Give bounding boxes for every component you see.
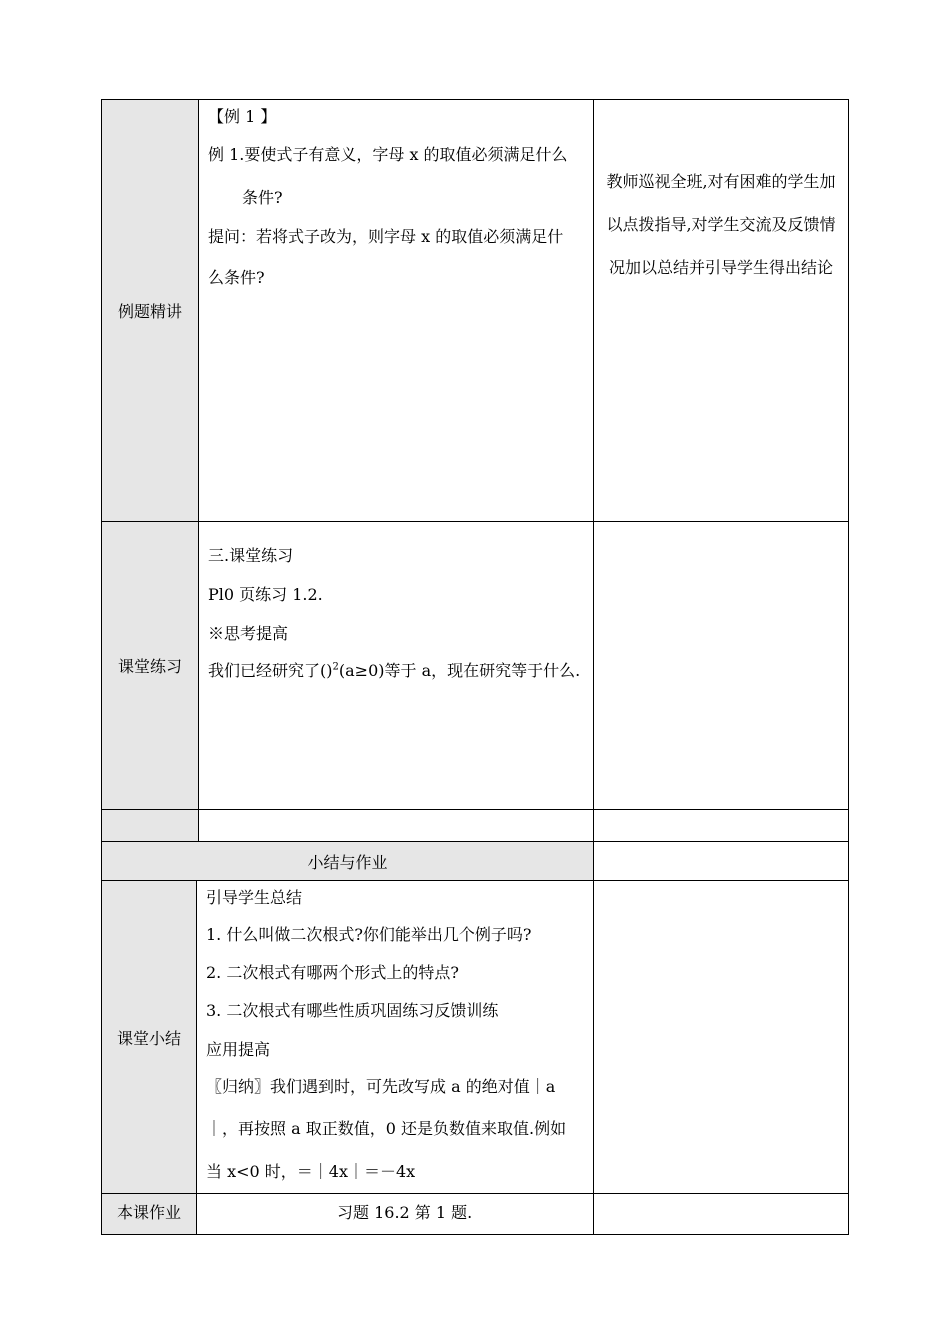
summary-apply: 应用提高: [206, 1040, 271, 1059]
teacher-note: 教师巡视全班,对有困难的学生加以点拨指导,对学生交流及反馈情况加以总结并引导学生得出结论: [606, 172, 836, 277]
homework-content-cell: [196, 1193, 594, 1235]
blank-note-cell: [593, 809, 849, 842]
blank-content-cell: [198, 809, 594, 842]
example-label: 例题精讲: [117, 302, 182, 321]
summary-header: 小结与作业: [307, 852, 388, 872]
summary-induction-2: ｜，再按照 a 取正数值，0 还是负数值来取值.例如: [206, 1119, 567, 1138]
summary-label: 课堂小结: [116, 1028, 181, 1048]
summary-header-note-cell: [593, 841, 849, 881]
teacher-note-cell: [593, 99, 849, 522]
summary-note-cell: [593, 880, 849, 1194]
practice-label: 课堂练习: [117, 657, 182, 676]
homework-label-cell: [101, 1193, 197, 1235]
summary-intro: 引导学生总结: [206, 888, 303, 907]
summary-induction-3: 当 x<0 时，＝｜4x｜＝－4x: [206, 1162, 416, 1181]
summary-induction-1: 〖归纳〗我们遇到时，可先改写成 a 的绝对值｜a: [206, 1077, 556, 1096]
example-question-cont: 条件?: [242, 188, 283, 207]
blank-label-cell: [101, 809, 199, 842]
summary-q3: 3. 二次根式有哪些性质巩固练习反馈训练: [206, 1001, 499, 1020]
practice-question: [208, 658, 580, 681]
homework-note-cell: [593, 1193, 849, 1235]
practice-think: ※思考提高: [208, 624, 289, 643]
practice-note-cell: [593, 521, 849, 810]
practice-question-a: 我们已经研究了(): [208, 661, 333, 680]
example-heading: 【例 1 】: [208, 107, 277, 126]
practice-content-cell: [198, 521, 594, 810]
example-followup: 提问：若将式子改为，则字母 x 的取值必须满足什: [208, 227, 564, 246]
practice-heading: 三.课堂练习: [208, 546, 294, 565]
practice-question-sup: 2: [332, 661, 339, 673]
summary-header-cell: [101, 841, 594, 881]
example-question: 例 1.要使式子有意义，字母 x 的取值必须满足什么: [208, 145, 568, 164]
summary-content-cell: [196, 880, 594, 1194]
summary-q2: 2. 二次根式有哪两个形式上的特点?: [206, 963, 459, 982]
summary-q1: 1. 什么叫做二次根式?你们能举出几个例子吗?: [206, 925, 532, 944]
example-followup-cont: 么条件?: [208, 268, 265, 287]
homework-text: 习题 16.2 第 1 题.: [337, 1203, 473, 1222]
practice-exercise: Pl0 页练习 1.2.: [208, 585, 323, 604]
practice-label-cell: [101, 521, 199, 810]
practice-question-b: (a≥0)等于 a，现在研究等于什么.: [338, 661, 581, 680]
homework-label: 本课作业: [116, 1203, 181, 1222]
example-content-cell: [198, 99, 594, 522]
example-label-cell: [101, 99, 199, 522]
summary-label-cell: [101, 880, 197, 1194]
